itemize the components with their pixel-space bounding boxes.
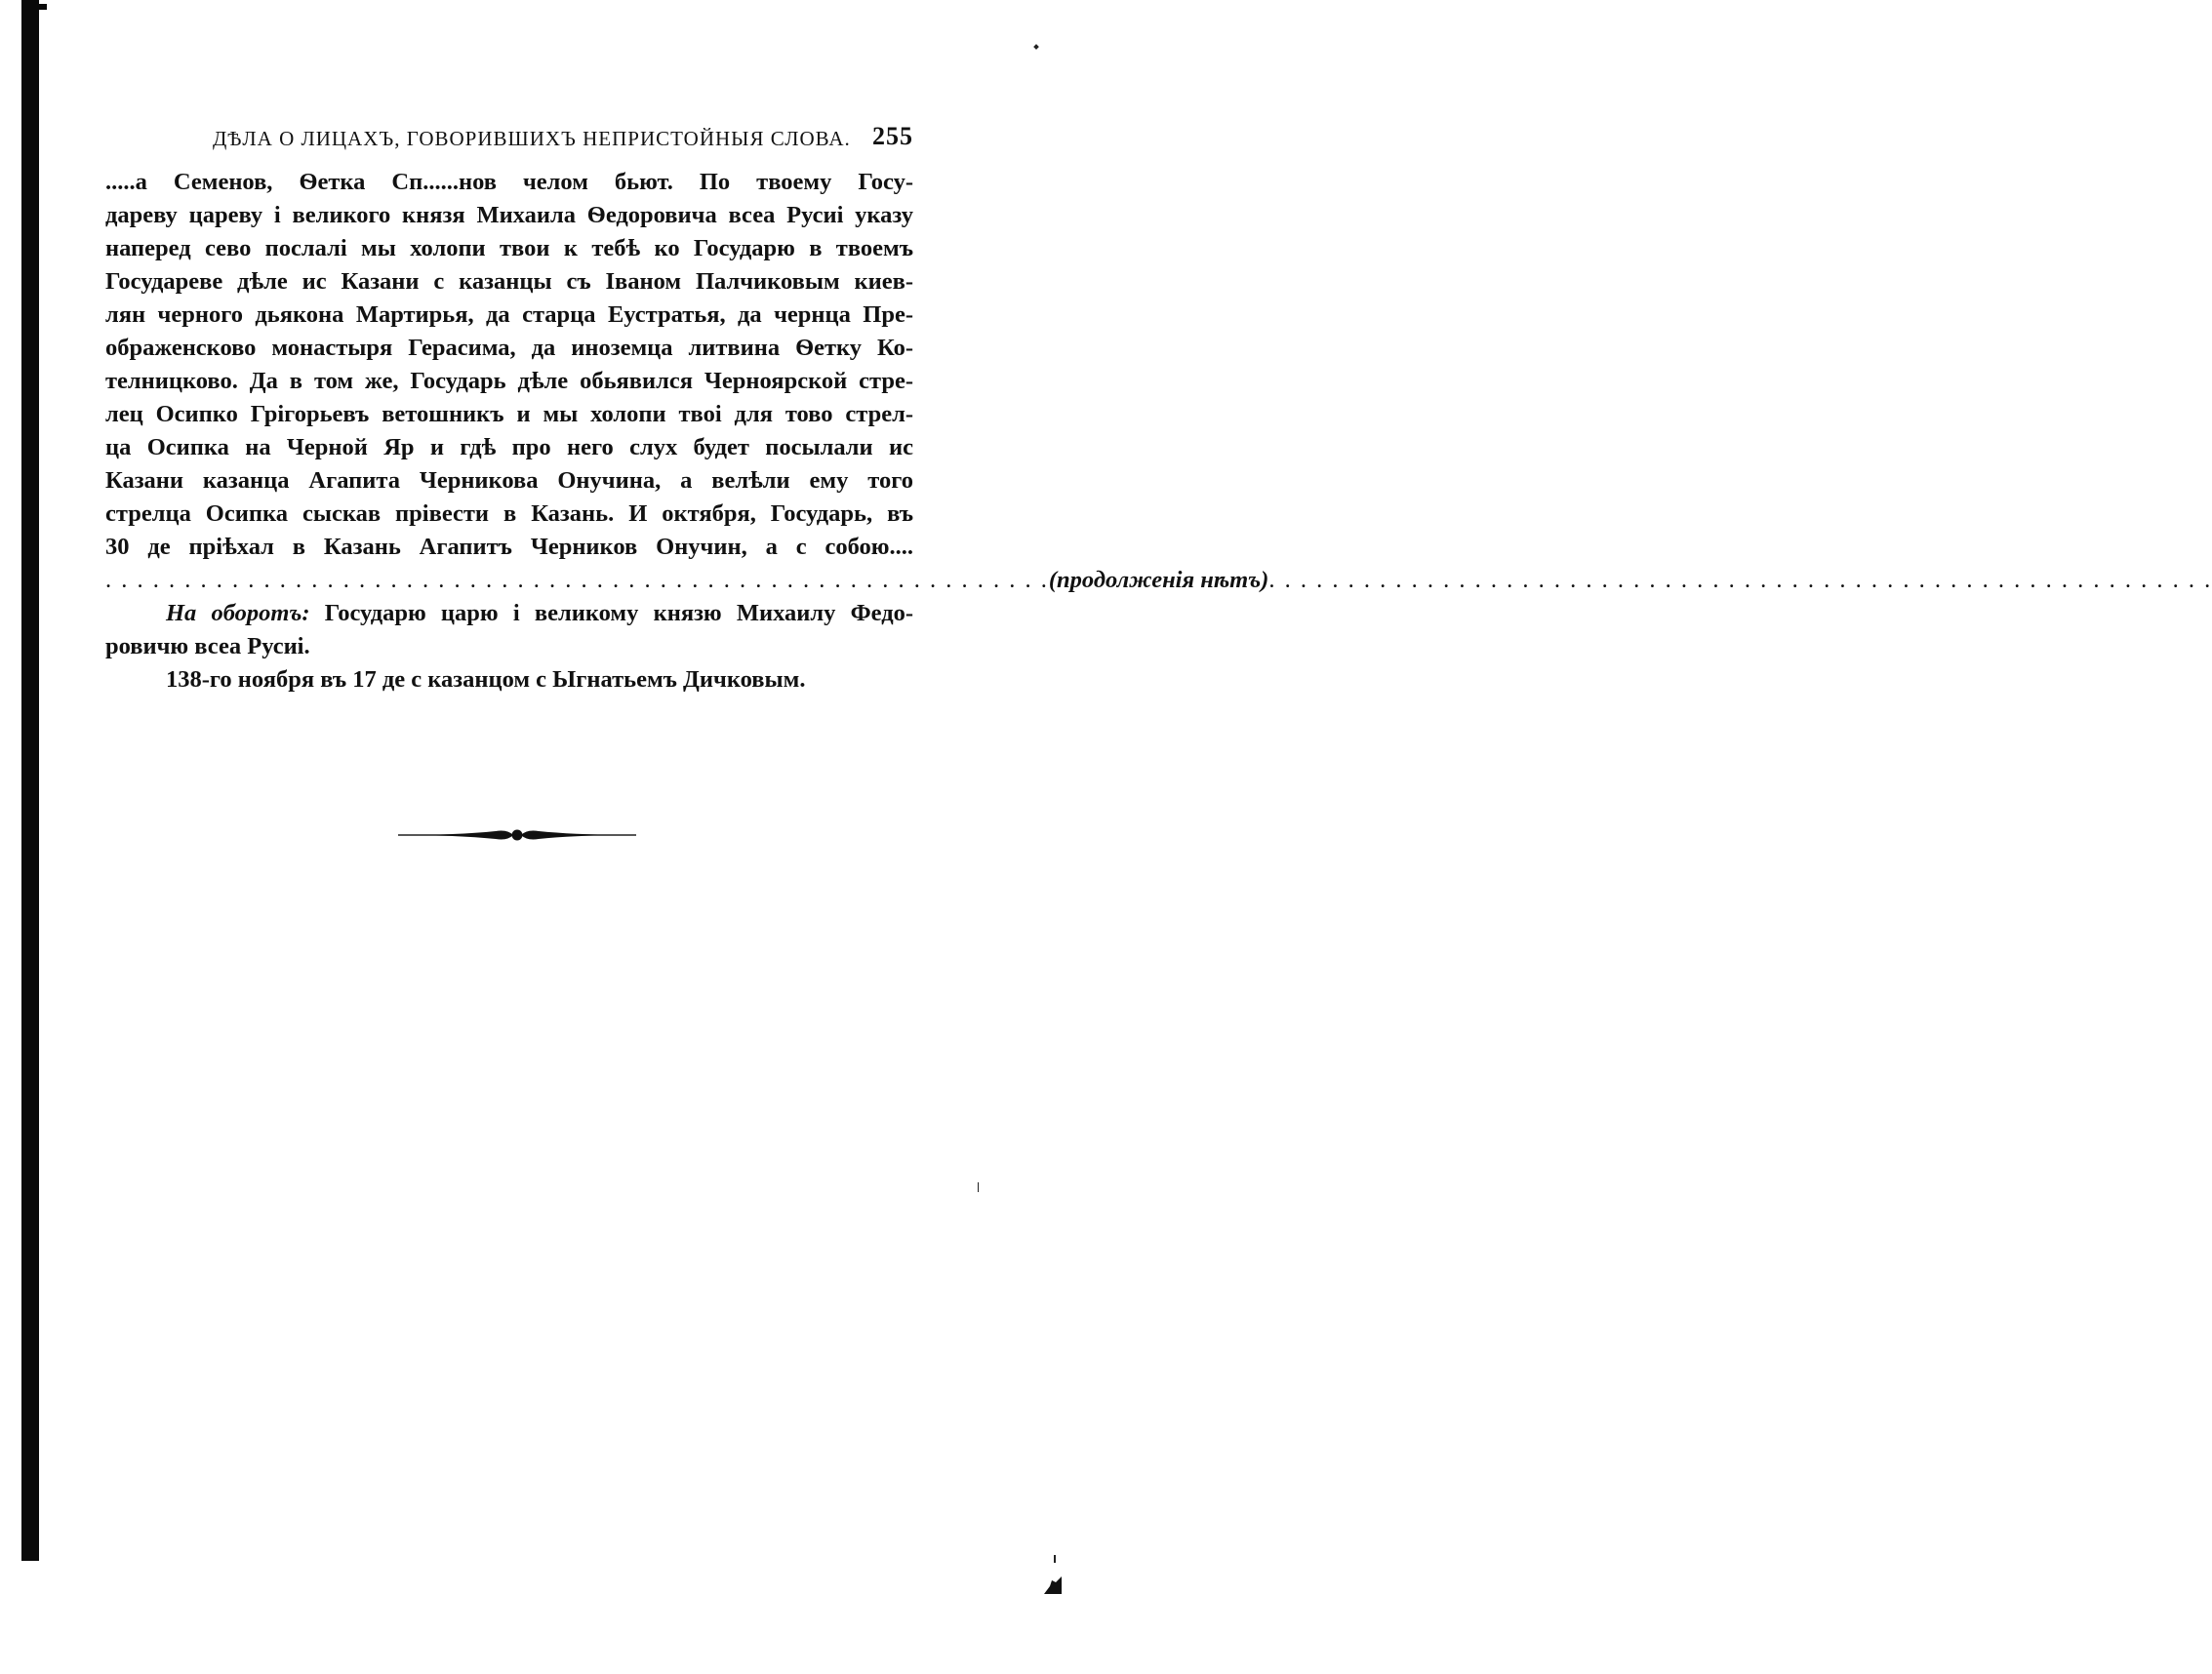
reverse-text: Государю царю і великому князю Михаилу Федо- <box>324 600 913 626</box>
text-line: наперед сево послалі мы холопи твои к тебѣ ко Государю в твоемъ <box>105 235 913 261</box>
scan-binding-notch <box>39 4 47 10</box>
text-line: телницково. Да в том же, Государь дѣле обьявился Черноярской стре- <box>105 368 913 394</box>
running-head-title: ДѢЛА О ЛИЦАХЪ, ГОВОРИВШИХЪ НЕПРИСТОЙНЫЯ СЛОВА. <box>213 127 851 150</box>
reverse-line-continued: ровичю всеа Русиі. <box>105 633 310 659</box>
text-line: ца Осипка на Черной Яр и гдѣ про него слух будет посылали ис <box>105 434 913 460</box>
text-line: 30 де пріѣхал в Казань Агапитъ Черников Онучин, а с собою.... <box>105 534 913 560</box>
scan-speck <box>1054 1555 1056 1563</box>
page-number: 255 <box>872 122 913 150</box>
scan-speck <box>978 1182 979 1192</box>
text-line: ображенсково монастыря Герасима, да иноземца литвина Ѳетку Ко- <box>105 335 913 361</box>
text-line: лец Осипко Грігорьевъ ветошникъ и мы холопи твоі для тово стрел- <box>105 401 913 427</box>
text-line: Государеве дѣле ис Казани с казанцы съ Іваном Палчиковым киев- <box>105 268 913 295</box>
date-line: 138-го ноября въ 17 де с казанцом с Ыгнатьемъ Дичковым. <box>166 666 806 693</box>
scan-corner-mark <box>1042 1573 1064 1596</box>
reverse-line <box>105 597 913 630</box>
text-line: Казани казанца Агапита Черникова Онучина, а велѣли ему того <box>105 467 913 494</box>
document-page <box>105 117 2212 697</box>
reverse-label: На оборотъ: <box>166 600 310 626</box>
text-line: стрелца Осипка сыскав прівести в Казань. И октября, Государь, въ <box>105 500 913 527</box>
continuation-note: (продолженія нѣтъ) <box>1048 567 1269 593</box>
text-line: дареву цареву і великого князя Михаила Ѳедоровича всеа Русиі указу <box>105 202 913 228</box>
dot-leader-left: . . . . . . . . . . . . . . . . . . . . . . . . . . . . . . . . . . . . . . . . . . . . . . . . . . . . . . . . . . . . <box>105 567 1049 593</box>
text-line: лян черного дьякона Мартирья, да старца Еустратья, да чернца Пре- <box>105 301 913 328</box>
scan-binding-edge <box>21 0 39 1561</box>
continuation-line <box>105 564 2212 597</box>
dot-leader-right: . . . . . . . . . . . . . . . . . . . . . . . . . . . . . . . . . . . . . . . . . . . . . . . . . . . . . . . . . . . . <box>1268 567 2212 593</box>
scan-speck <box>1033 44 1039 50</box>
running-head <box>105 117 913 152</box>
text-line: .....а Семенов, Ѳетка Сп......нов челом бьют. По твоему Госу- <box>105 169 913 195</box>
ornament-divider <box>398 825 636 845</box>
letter-body <box>105 166 2212 697</box>
